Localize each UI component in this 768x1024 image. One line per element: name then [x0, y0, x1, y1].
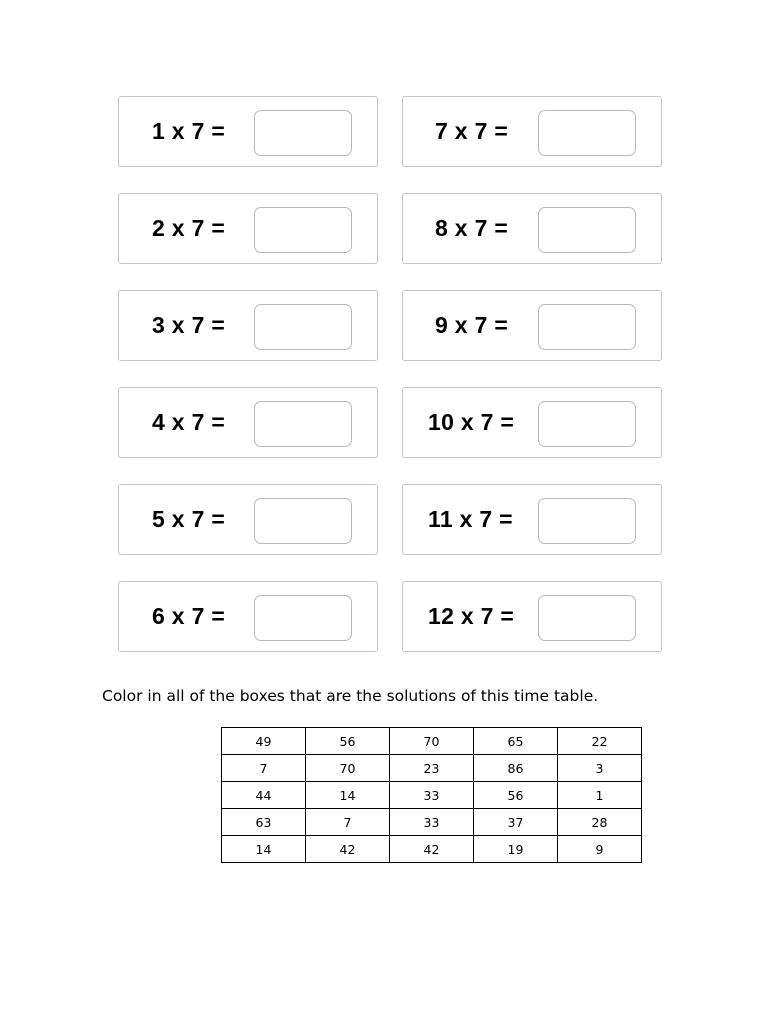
grid-cell[interactable]: 63: [222, 809, 306, 836]
problem-card: [118, 193, 378, 264]
grid-cell[interactable]: 14: [222, 836, 306, 863]
answer-box[interactable]: [254, 401, 352, 447]
grid-cell[interactable]: 49: [222, 728, 306, 755]
grid-cell[interactable]: 56: [474, 782, 558, 809]
problem-card: [118, 484, 378, 555]
problem-card: [402, 581, 662, 652]
problem-equation: 2 x 7 =: [152, 215, 226, 241]
problem-equation: 3 x 7 =: [152, 312, 226, 338]
grid-cell[interactable]: 86: [474, 755, 558, 782]
grid-row: [222, 755, 642, 782]
problem-equation: 8 x 7 =: [435, 215, 509, 241]
grid-cell[interactable]: 70: [306, 755, 390, 782]
answer-box[interactable]: [538, 498, 636, 544]
grid-cell[interactable]: 1: [558, 782, 642, 809]
problem-card: [118, 290, 378, 361]
multiplication-problems: [118, 96, 662, 652]
grid-cell[interactable]: 65: [474, 728, 558, 755]
problem-equation: 11 x 7 =: [428, 506, 513, 532]
problem-equation: 5 x 7 =: [152, 506, 226, 532]
grid-row: [222, 782, 642, 809]
grid-cell[interactable]: 9: [558, 836, 642, 863]
problem-equation: 12 x 7 =: [428, 603, 515, 629]
problem-equation: 6 x 7 =: [152, 603, 226, 629]
grid-cell[interactable]: 70: [390, 728, 474, 755]
answer-box[interactable]: [254, 207, 352, 253]
problem-equation: 9 x 7 =: [435, 312, 509, 338]
answer-box[interactable]: [254, 304, 352, 350]
grid-row: [222, 809, 642, 836]
answer-box[interactable]: [538, 207, 636, 253]
problem-equation: 10 x 7 =: [428, 409, 515, 435]
grid-cell[interactable]: 7: [222, 755, 306, 782]
grid-cell[interactable]: 56: [306, 728, 390, 755]
grid-cell[interactable]: 22: [558, 728, 642, 755]
problem-card: [118, 387, 378, 458]
answer-box[interactable]: [254, 595, 352, 641]
answer-box[interactable]: [538, 401, 636, 447]
problem-card: [402, 387, 662, 458]
solutions-grid: [221, 727, 642, 863]
grid-cell[interactable]: 14: [306, 782, 390, 809]
grid-row: [222, 728, 642, 755]
answer-box[interactable]: [254, 110, 352, 156]
grid-cell[interactable]: 33: [390, 809, 474, 836]
problem-equation: 7 x 7 =: [435, 118, 509, 144]
grid-cell[interactable]: 42: [306, 836, 390, 863]
grid-cell[interactable]: 19: [474, 836, 558, 863]
problem-card: [118, 581, 378, 652]
answer-box[interactable]: [538, 304, 636, 350]
problem-card: [402, 193, 662, 264]
grid-cell[interactable]: 42: [390, 836, 474, 863]
problem-card: [402, 96, 662, 167]
problem-card: [402, 290, 662, 361]
grid-cell[interactable]: 23: [390, 755, 474, 782]
problem-equation: 4 x 7 =: [152, 409, 226, 435]
answer-box[interactable]: [538, 595, 636, 641]
answer-box[interactable]: [254, 498, 352, 544]
problem-card: [118, 96, 378, 167]
problem-equation: 1 x 7 =: [152, 118, 226, 144]
answer-box[interactable]: [538, 110, 636, 156]
instruction-text: Color in all of the boxes that are the solutions of this time table.: [102, 687, 599, 705]
grid-cell[interactable]: 7: [306, 809, 390, 836]
grid-row: [222, 836, 642, 863]
problem-card: [402, 484, 662, 555]
grid-cell[interactable]: 33: [390, 782, 474, 809]
grid-cell[interactable]: 28: [558, 809, 642, 836]
grid-cell[interactable]: 37: [474, 809, 558, 836]
grid-cell[interactable]: 44: [222, 782, 306, 809]
grid-cell[interactable]: 3: [558, 755, 642, 782]
